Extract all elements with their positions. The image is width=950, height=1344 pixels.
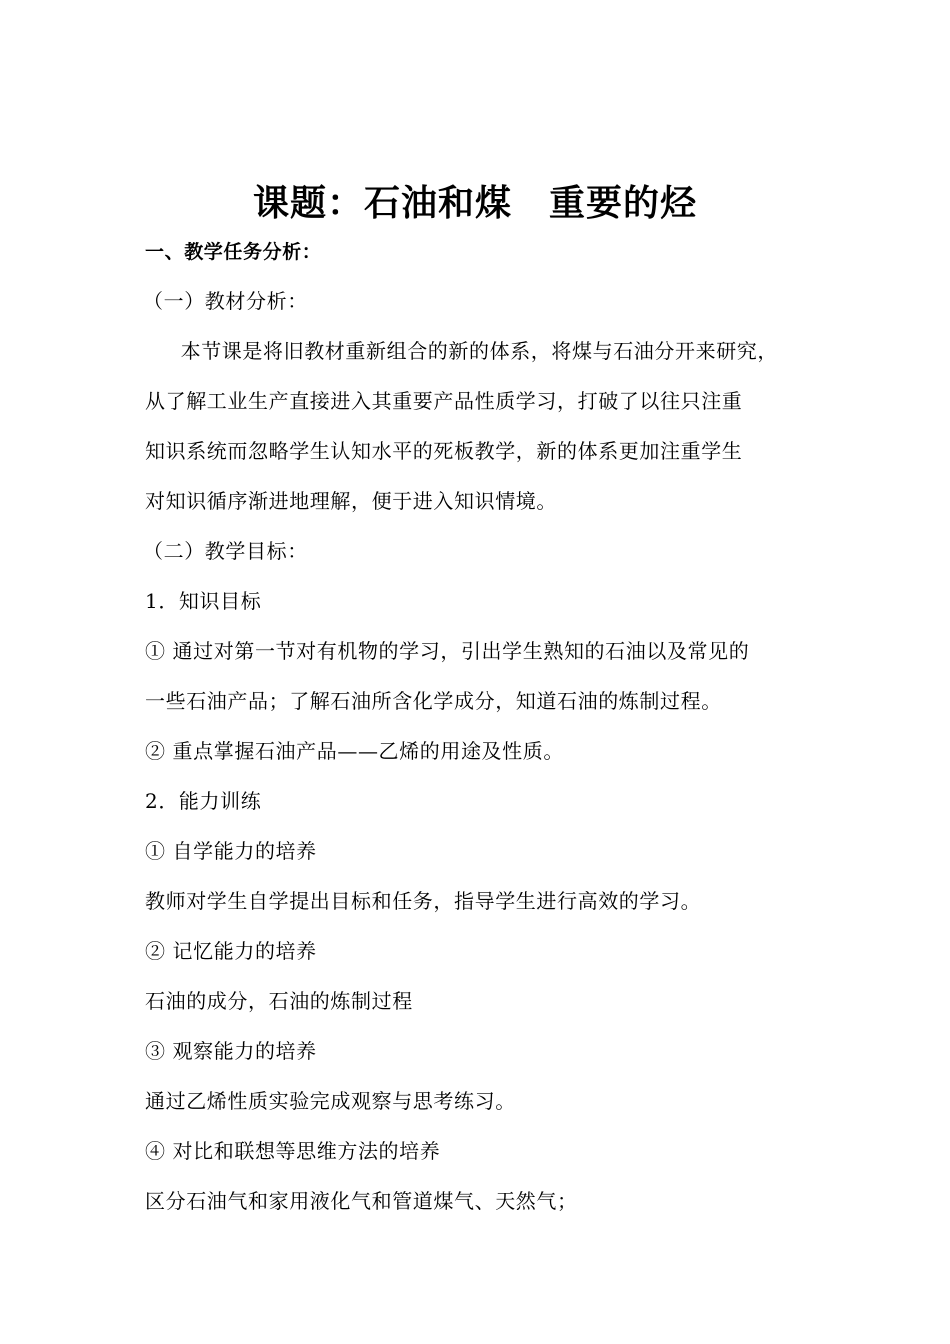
paragraph-line: 本节课是将旧教材重新组合的新的体系，将煤与石油分开来研究， — [160, 339, 778, 363]
ability-item: ② 记忆能力的培养 — [145, 939, 317, 963]
ability-item: ③ 观察能力的培养 — [145, 1039, 317, 1063]
subheading-material-analysis: （一）教材分析： — [143, 289, 308, 313]
paragraph-line: 知识系统而忽略学生认知水平的死板教学，新的体系更加注重学生 — [145, 439, 743, 463]
subheading-teaching-goals: （二）教学目标： — [143, 539, 308, 563]
ability-item: ① 自学能力的培养 — [145, 839, 317, 863]
page-title: 课题：石油和煤 重要的烃 — [252, 183, 697, 224]
paragraph-line: 对知识循序渐进地理解，便于进入知识情境。 — [145, 489, 557, 513]
goal-item: ② 重点掌握石油产品——乙烯的用途及性质。 — [145, 739, 564, 763]
ability-item: 区分石油气和家用液化气和管道煤气、天然气； — [145, 1189, 578, 1213]
ability-item: ④ 对比和联想等思维方法的培养 — [145, 1139, 441, 1163]
ability-item: 教师对学生自学提出目标和任务，指导学生进行高效的学习。 — [145, 889, 702, 913]
ability-item: 通过乙烯性质实验完成观察与思考练习。 — [145, 1089, 516, 1113]
paragraph-line: 从了解工业生产直接进入其重要产品性质学习，打破了以往只注重 — [145, 389, 743, 413]
goal-item: ① 通过对第一节对有机物的学习，引出学生熟知的石油以及常见的 — [145, 639, 750, 663]
goal-item: 一些石油产品；了解石油所含化学成分，知道石油的炼制过程。 — [145, 689, 722, 713]
ability-item: 石油的成分，石油的炼制过程 — [145, 989, 413, 1013]
goal-heading-ability: 2．能力训练 — [145, 789, 262, 813]
section-heading-task-analysis: 一、教学任务分析： — [145, 241, 322, 263]
goal-heading-knowledge: 1．知识目标 — [145, 589, 262, 613]
